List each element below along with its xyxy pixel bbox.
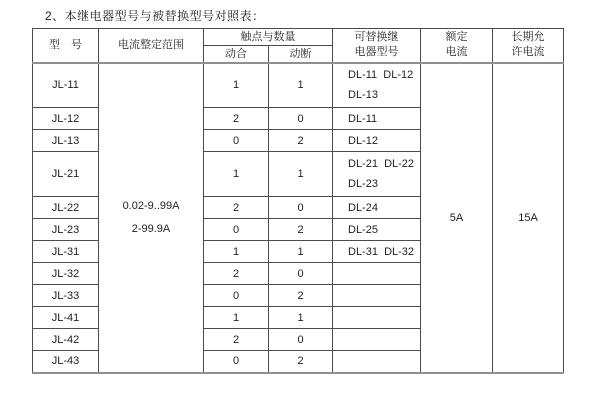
col-header-model: 型 号 bbox=[33, 29, 99, 63]
col-header-longterm-line1: 长期允 bbox=[511, 31, 545, 44]
no-count-cell: 2 bbox=[204, 263, 269, 285]
replaceable-cell bbox=[333, 329, 421, 351]
col-header-contacts-group: 触点与数量 bbox=[204, 29, 333, 46]
replaceable-line1: DL-11 bbox=[348, 112, 378, 125]
current-range-line2: 2-99.9A bbox=[131, 222, 171, 235]
rated-current-cell: 5A bbox=[421, 63, 493, 373]
no-count-cell: 1 bbox=[204, 152, 269, 197]
no-count-cell: 1 bbox=[204, 63, 269, 108]
replaceable-cell bbox=[333, 307, 421, 329]
model-cell: JL-32 bbox=[33, 263, 99, 285]
col-header-replaceable-line1: 可替换继 bbox=[354, 31, 399, 44]
nc-count-cell: 0 bbox=[269, 197, 333, 219]
no-count-cell: 0 bbox=[204, 219, 269, 241]
nc-count-cell: 1 bbox=[269, 152, 333, 197]
model-cell: JL-41 bbox=[33, 307, 99, 329]
nc-count-cell: 1 bbox=[269, 63, 333, 108]
longterm-current-cell: 15A bbox=[493, 63, 564, 373]
replaceable-cell bbox=[333, 263, 421, 285]
replaceable-cell bbox=[333, 197, 421, 219]
nc-count-cell: 2 bbox=[269, 130, 333, 152]
col-header-longterm-line2: 许电流 bbox=[511, 46, 545, 59]
header-row-1 bbox=[33, 29, 564, 46]
replaceable-cell bbox=[333, 152, 421, 197]
nc-count-cell: 0 bbox=[269, 108, 333, 130]
table-body bbox=[33, 63, 564, 373]
nc-count-cell: 2 bbox=[269, 351, 333, 373]
model-cell: JL-12 bbox=[33, 108, 99, 130]
page-title: 2、本继电器型号与被替换型号对照表： bbox=[45, 9, 265, 23]
no-count-cell: 2 bbox=[204, 329, 269, 351]
col-header-rated-line1: 额定 bbox=[445, 31, 468, 44]
no-count-cell: 0 bbox=[204, 351, 269, 373]
no-count-cell: 1 bbox=[204, 307, 269, 329]
replaceable-line2: DL-13 bbox=[348, 89, 378, 102]
model-cell: JL-11 bbox=[33, 63, 99, 108]
col-header-replaceable bbox=[333, 29, 421, 63]
replaceable-line1: DL-11 DL-12 bbox=[348, 69, 414, 82]
replaceable-cell bbox=[333, 108, 421, 130]
no-count-cell: 2 bbox=[204, 108, 269, 130]
replaceable-line1: DL-21 DL-22 bbox=[348, 158, 415, 170]
model-cell: JL-22 bbox=[33, 197, 99, 219]
table-header bbox=[33, 29, 564, 63]
replaceable-cell bbox=[333, 219, 421, 241]
replaceable-line1: DL-25 bbox=[348, 223, 378, 236]
col-header-replaceable-line2: 电器型号 bbox=[354, 46, 399, 59]
model-cell: JL-43 bbox=[33, 351, 99, 373]
replaceable-cell bbox=[333, 241, 421, 263]
nc-count-cell: 0 bbox=[269, 263, 333, 285]
replaceable-cell bbox=[333, 351, 421, 373]
replaceable-cell bbox=[333, 130, 421, 152]
nc-count-cell: 2 bbox=[269, 219, 333, 241]
col-header-contact-no: 动合 bbox=[204, 46, 269, 63]
no-count-cell: 0 bbox=[204, 130, 269, 152]
nc-count-cell: 1 bbox=[269, 241, 333, 263]
replaceable-line1: DL-12 bbox=[348, 134, 378, 147]
col-header-contact-nc: 动断 bbox=[269, 46, 333, 63]
replaceable-line2: DL-23 bbox=[348, 178, 378, 190]
no-count-cell: 2 bbox=[204, 197, 269, 219]
replaceable-line1: DL-31 DL-32 bbox=[348, 245, 415, 258]
nc-count-cell: 1 bbox=[269, 307, 333, 329]
col-header-rated-current bbox=[421, 29, 493, 63]
replaceable-cell bbox=[333, 63, 421, 108]
replaceable-cell bbox=[333, 285, 421, 307]
replaceable-line1: DL-24 bbox=[348, 201, 378, 214]
col-header-current-range: 电流整定范围 bbox=[99, 29, 204, 63]
model-cell: JL-21 bbox=[33, 152, 99, 197]
current-range-line1: 0.02-9..99A bbox=[122, 199, 180, 212]
current-range-cell bbox=[99, 63, 204, 373]
model-cell: JL-31 bbox=[33, 241, 99, 263]
model-cell: JL-33 bbox=[33, 285, 99, 307]
table-row-jl11 bbox=[33, 63, 564, 108]
relay-comparison-table bbox=[32, 28, 564, 374]
model-cell: JL-13 bbox=[33, 130, 99, 152]
col-header-longterm-current bbox=[493, 29, 564, 63]
no-count-cell: 0 bbox=[204, 285, 269, 307]
nc-count-cell: 2 bbox=[269, 285, 333, 307]
col-header-rated-line2: 电流 bbox=[445, 46, 468, 59]
model-cell: JL-23 bbox=[33, 219, 99, 241]
nc-count-cell: 0 bbox=[269, 329, 333, 351]
no-count-cell: 1 bbox=[204, 241, 269, 263]
model-cell: JL-42 bbox=[33, 329, 99, 351]
